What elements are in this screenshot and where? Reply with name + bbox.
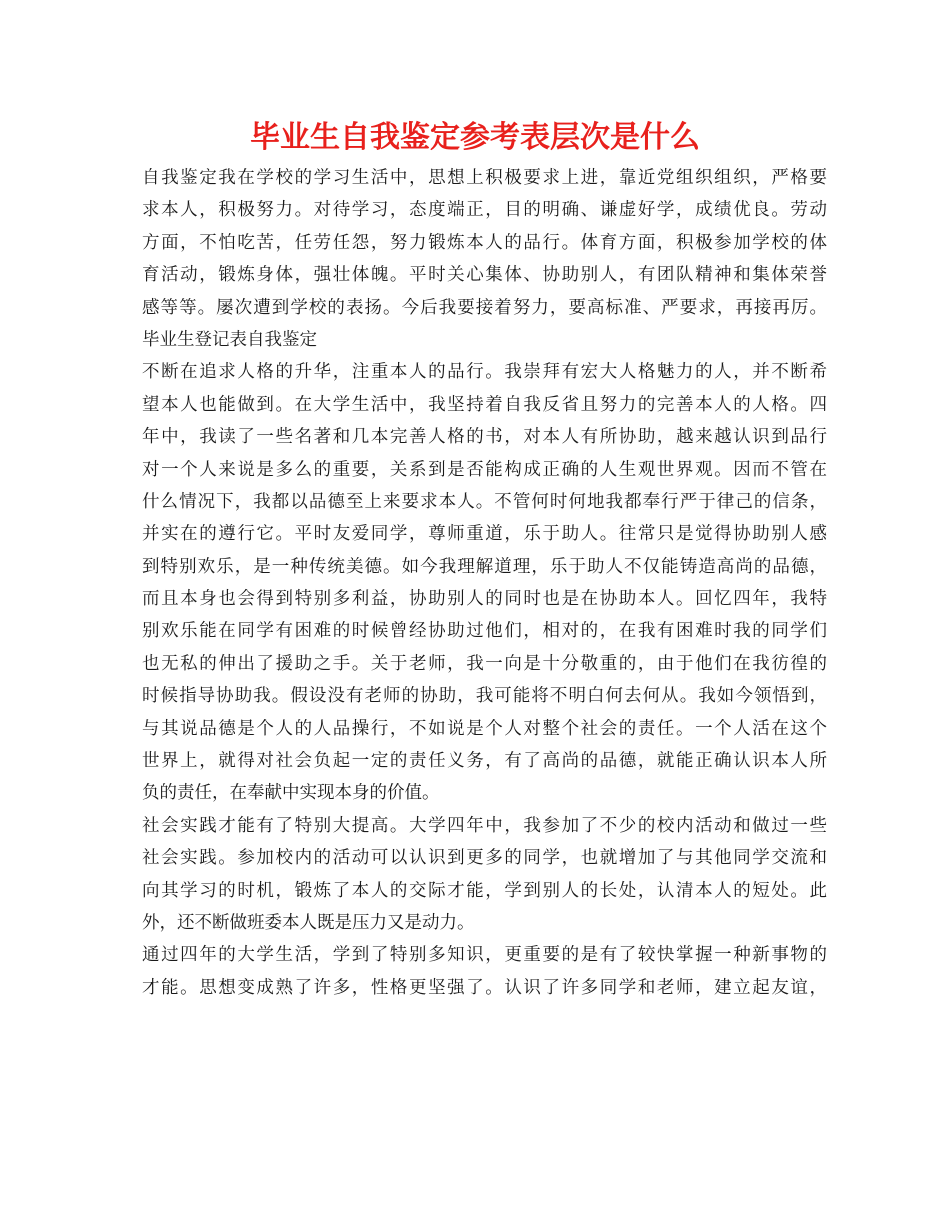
text-line: 年中，我读了一些名著和几本完善人格的书，对本人有所协助，越来越认识到品行 (142, 427, 827, 448)
text-line: 自我鉴定我在学校的学习生活中，思想上积极要求上进，靠近党组织组织，严格要 (142, 168, 827, 188)
text-line: 并实在的遵行它。平时友爱同学，尊师重道，乐于助人。往常只是觉得协助别人感 (142, 524, 827, 545)
text-line: 时候指导协助我。假设没有老师的协助，我可能将不明白何去何从。我如今领悟到， (142, 686, 827, 707)
text-line: 而且本身也会得到特别多利益，协助别人的同时也是在协助本人。回忆四年，我特 (142, 589, 827, 610)
document-title: 毕业生自我鉴定参考表层次是什么 (250, 120, 700, 155)
text-line: 求本人，积极努力。对待学习，态度端正，目的明确、谦虚好学，成绩优良。劳动 (142, 200, 827, 221)
text-line: 社会实践才能有了特别大提高。大学四年中，我参加了不少的校内活动和做过一些 (142, 815, 827, 836)
document-body (142, 162, 827, 1004)
text-line: 对一个人来说是多么的重要，关系到是否能构成正确的人生观世界观。因而不管在 (142, 459, 827, 480)
text-line: 才能。思想变成熟了许多，性格更坚强了。认识了许多同学和老师，建立起友谊， (142, 977, 827, 998)
text-line: 向其学习的时机，锻炼了本人的交际才能，学到别人的长处，认清本人的短处。此 (142, 880, 827, 901)
text-line: 与其说品德是个人的人品操行，不如说是个人对整个社会的责任。一个人活在这个 (142, 718, 827, 739)
text-line: 负的责任，在奉献中实现本身的价值。 (142, 783, 440, 804)
text-line: 外，还不断做班委本人既是压力又是动力。 (142, 912, 475, 933)
text-line: 不断在追求人格的升华，注重本人的品行。我崇拜有宏大人格魅力的人，并不断希 (142, 362, 827, 383)
text-line: 育活动，锻炼身体，强壮体魄。平时关心集体、协助别人，有团队精神和集体荣誉 (142, 265, 827, 286)
text-line: 也无私的伸出了援助之手。关于老师，我一向是十分敬重的，由于他们在我彷徨的 (142, 653, 827, 674)
text-line: 感等等。屡次遭到学校的表扬。今后我要接着努力，要高标准、严要求，再接再厉。 (142, 297, 827, 318)
text-line: 到特别欢乐，是一种传统美德。如今我理解道理，乐于助人不仅能铸造高尚的品德， (142, 556, 827, 577)
text-line: 方面，不怕吃苦，任劳任怨，努力锻炼本人的品行。体育方面，积极参加学校的体 (142, 232, 827, 253)
text-line: 社会实践。参加校内的活动可以认识到更多的同学，也就增加了与其他同学交流和 (142, 848, 827, 869)
text-line: 望本人也能做到。在大学生活中，我坚持着自我反省且努力的完善本人的人格。四 (142, 394, 827, 415)
text-line: 通过四年的大学生活，学到了特别多知识，更重要的是有了较快掌握一种新事物的 (142, 945, 827, 966)
text-line: 毕业生登记表自我鉴定 (142, 329, 317, 350)
text-line: 别欢乐能在同学有困难的时候曾经协助过他们，相对的，在我有困难时我的同学们 (142, 621, 827, 642)
text-line: 世界上，就得对社会负起一定的责任义务，有了高尚的品德，就能正确认识本人所 (142, 751, 827, 772)
text-line: 什么情况下，我都以品德至上来要求本人。不管何时何地我都奉行严于律己的信条， (142, 491, 827, 512)
